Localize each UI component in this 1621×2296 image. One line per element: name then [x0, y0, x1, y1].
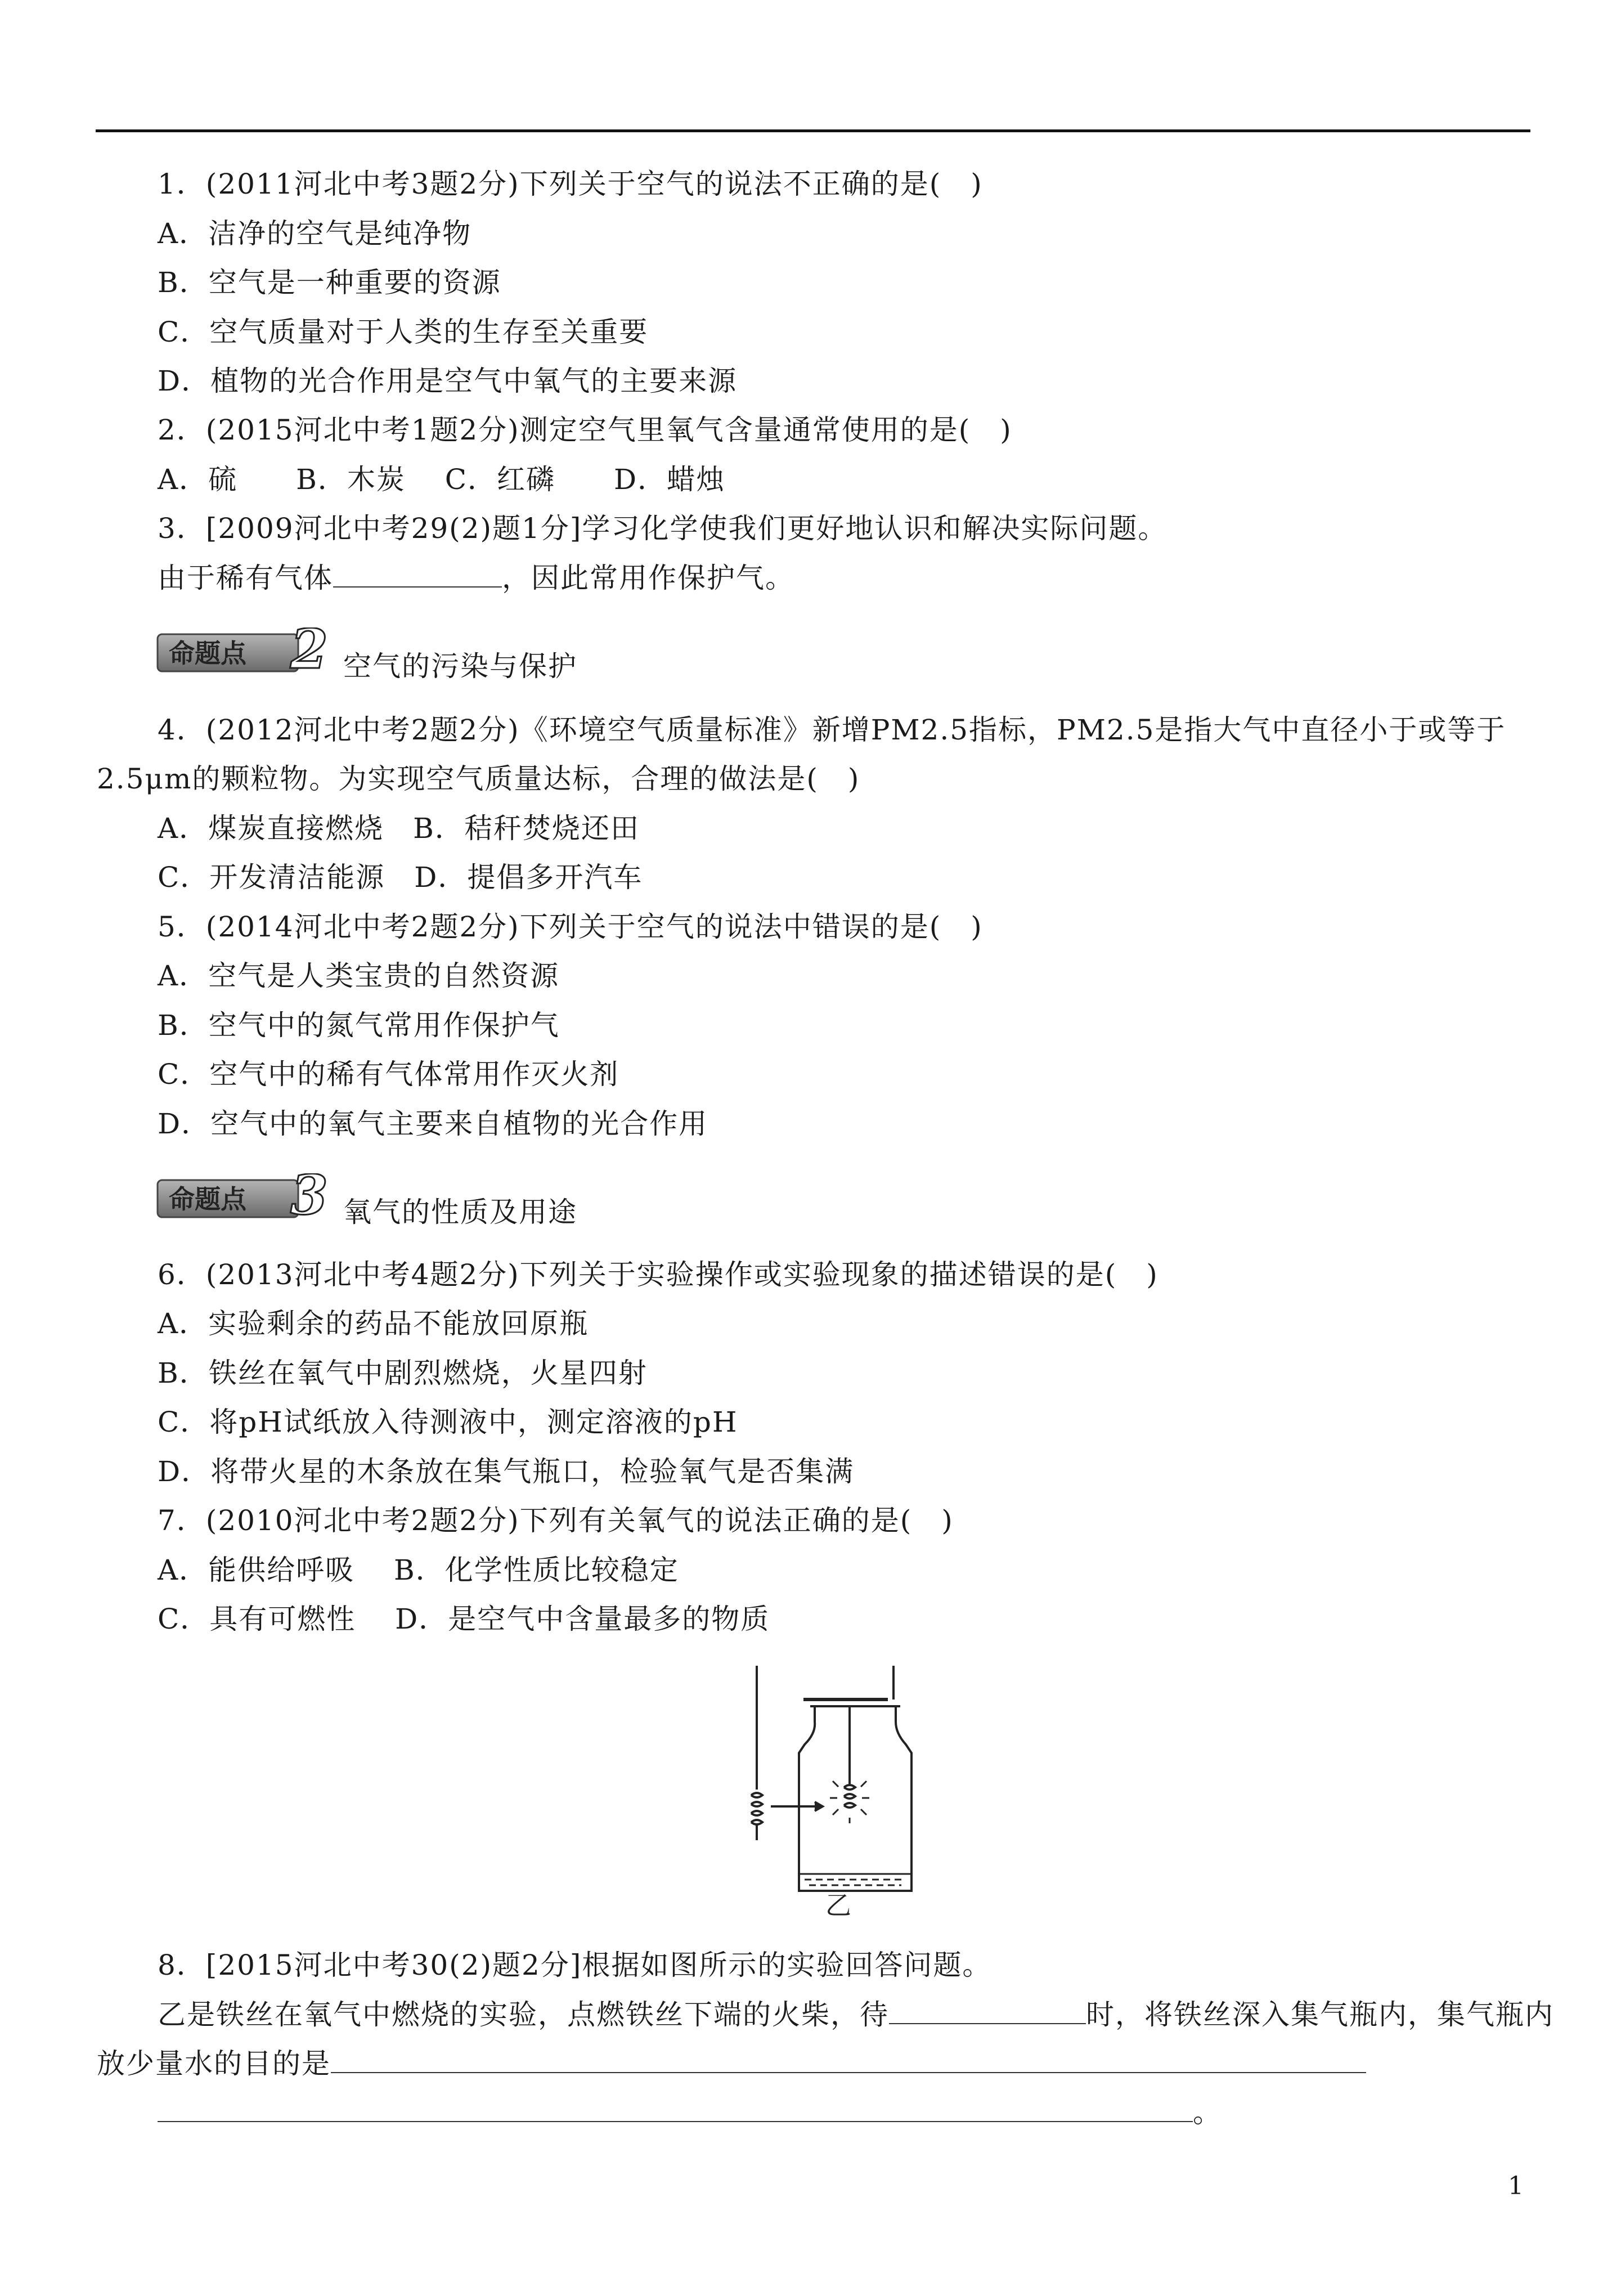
wire-coil-left [751, 1793, 762, 1824]
section-2-title: 空气的污染与保护 [343, 650, 577, 683]
question-4-options-ab: A．煤炭直接燃烧 B．秸秆焚烧还田 [158, 812, 640, 845]
question-1-stem: 1．(2011河北中考3题2分)下列关于空气的说法不正确的是( ) [158, 168, 983, 200]
question-8-text-c: 放少量水的目的是 [97, 2047, 331, 2080]
question-4-stem-continued: 2.5μm的颗粒物。为实现空气质量达标，合理的做法是( ) [97, 763, 860, 795]
header-rule [96, 129, 1530, 132]
question-6-stem: 6．(2013河北中考4题2分)下列关于实验操作或实验现象的描述错误的是( ) [158, 1258, 1159, 1291]
question-8-end: 。 [1193, 2096, 1222, 2129]
figure-label: 乙 [825, 1890, 851, 1919]
question-3-text-a: 由于稀有气体 [158, 562, 333, 594]
section-badge-2 [156, 627, 331, 676]
section-badge-3-label: 命题点 [169, 1184, 246, 1214]
question-3-text-b: ，因此常用作保护气。 [502, 562, 794, 594]
question-3-stem: 3．[2009河北中考29(2)题1分]学习化学使我们更好地认识和解决实际问题。 [158, 512, 1168, 545]
question-8-line-2 [97, 2046, 1366, 2082]
iron-wire-combustion-figure [720, 1654, 957, 1919]
question-1-option-c: C．空气质量对于人类的生存至关重要 [158, 316, 649, 348]
answer-blank[interactable] [889, 2001, 1086, 2024]
page-number: 1 [1508, 2172, 1524, 2200]
section-badge-2-number: 2 [290, 627, 328, 676]
question-8-text-b: 时，将铁丝深入集气瓶内，集气瓶内 [1086, 1998, 1554, 2031]
question-1-option-d: D．植物的光合作用是空气中氧气的主要来源 [158, 365, 738, 397]
question-6-option-b: B．铁丝在氧气中剧烈燃烧，火星四射 [158, 1357, 648, 1389]
question-7-options-cd: C．具有可燃性 D．是空气中含量最多的物质 [158, 1603, 770, 1635]
question-1-option-b: B．空气是一种重要的资源 [158, 266, 501, 299]
answer-blank[interactable] [333, 564, 502, 588]
question-1-option-a: A．洁净的空气是纯净物 [158, 217, 472, 250]
question-5-option-a: A．空气是人类宝贵的自然资源 [158, 959, 560, 992]
question-6-option-d: D．将带火星的木条放在集气瓶口，检验氧气是否集满 [158, 1455, 855, 1488]
question-2-stem: 2．(2015河北中考1题2分)测定空气里氧气含量通常使用的是( ) [158, 414, 1012, 446]
answer-blank[interactable] [331, 2050, 1366, 2073]
question-7-stem: 7．(2010河北中考2题2分)下列有关氧气的说法正确的是( ) [158, 1504, 954, 1537]
section-badge-3-number: 3 [290, 1173, 328, 1222]
question-8-text-a: 乙是铁丝在氧气中燃烧的实验，点燃铁丝下端的火柴，待 [158, 1998, 889, 2031]
answer-blank[interactable] [158, 2098, 1193, 2122]
question-5-option-d: D．空气中的氧气主要来自植物的光合作用 [158, 1107, 708, 1140]
question-5-option-c: C．空气中的稀有气体常用作灭火剂 [158, 1058, 619, 1091]
question-8-stem: 8．[2015河北中考30(2)题2分]根据如图所示的实验回答问题。 [158, 1949, 992, 1981]
section-3-title: 氧气的性质及用途 [343, 1196, 577, 1228]
question-8-line-3 [158, 2095, 1222, 2131]
section-badge-2-label: 命题点 [169, 638, 246, 669]
question-6-option-c: C．将pH试纸放入待测液中，测定溶液的pH [158, 1406, 738, 1438]
question-4-options-cd: C．开发清洁能源 D．提倡多开汽车 [158, 861, 643, 894]
question-6-option-a: A．实验剩余的药品不能放回原瓶 [158, 1307, 589, 1340]
question-8-line-1 [158, 1997, 1554, 2033]
section-badge-3 [156, 1173, 331, 1222]
question-2-options: A．硫 B．木炭 C．红磷 D．蜡烛 [158, 463, 726, 496]
question-7-options-ab: A．能供给呼吸 B．化学性质比较稳定 [158, 1554, 679, 1586]
question-5-option-b: B．空气中的氮气常用作保护气 [158, 1009, 560, 1042]
question-4-stem: 4．(2012河北中考2题2分)《环境空气质量标准》新增PM2.5指标，PM2.5是指大气中直径小于或等于 [158, 714, 1506, 746]
burning-wire-coil [844, 1785, 855, 1808]
question-5-stem: 5．(2014河北中考2题2分)下列关于空气的说法中错误的是( ) [158, 911, 983, 943]
gas-jar [799, 1706, 911, 1891]
question-3-fill-line [158, 560, 794, 596]
